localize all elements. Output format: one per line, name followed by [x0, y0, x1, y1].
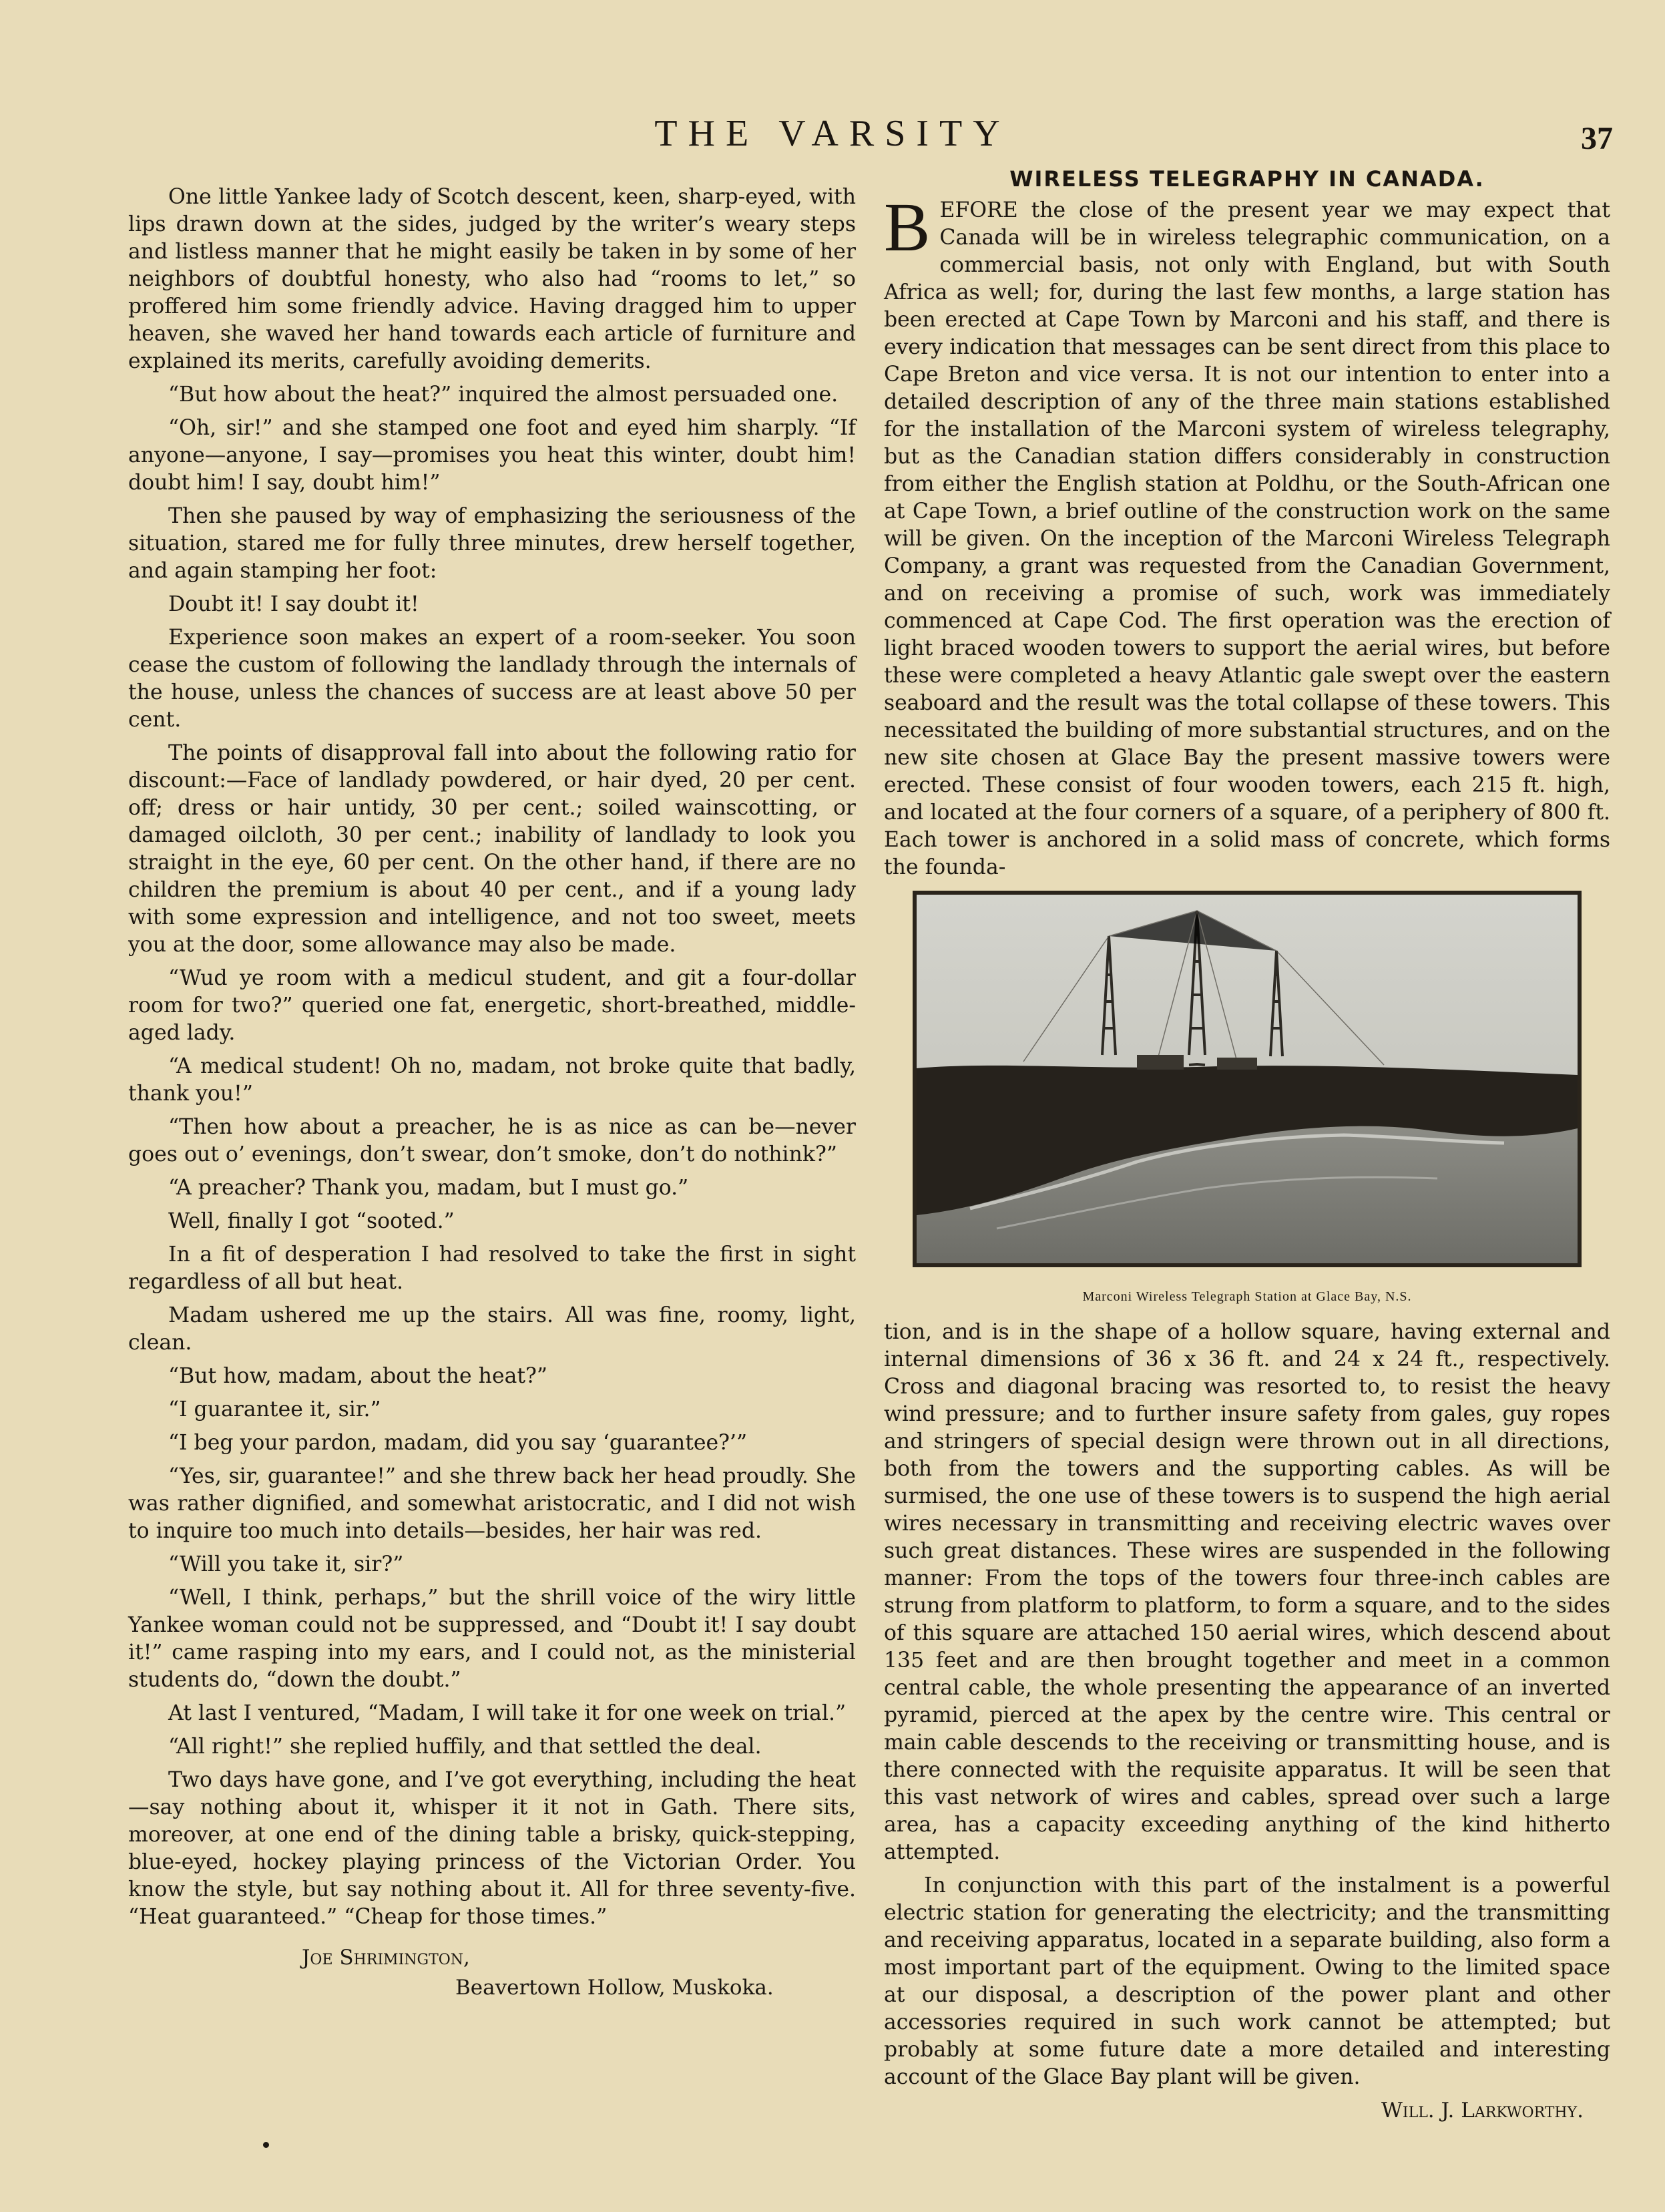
paragraph: tion, and is in the shape of a hollow square, having external and internal dimensions of 36 x 36 ft. and 24 x 24 ft., respectively. Cross and diagonal bracing was resorted to, to resist the heavy wind pressure; and to further insure safety from gales, guy ropes and stringers of special design were thrown out in all directions, both from the towers and the supporting cables. As will be surmised, the one use of these towers is to suspend the high aerial wires necessary in transmitting and receiving electric waves over such great distances. These wires are suspended in the following manner: From the tops of the towers four three-inch cables are strung from platform to platform, to form a square, and to the sides of this square are attached 150 aerial wires, which descend about 135 feet and are then brought together and meet in a common central cable, the whole presenting the appearance of an inverted pyramid, pierced at the apex by the centre wire. This central or main cable descends to the receiving or transmitting house, and is there connected with the requisite apparatus. It will be seen that this vast network of wires and cables, spread over such a large area, has a capacity exceeding anything of the kind hitherto attempted.	[884, 1320, 1610, 1864]
paragraph: Well, finally I got “sooted.”	[168, 1209, 455, 1233]
paragraph: The points of disapproval fall into about the following ratio for discount:—Face of landlady powdered, or hair dyed, 20 per cent. off; dress or hair untidy, 30 per cent.; soiled wainscotting, or damaged oilcloth, 30 per cent.; inability of landlady to look you straight in the eye, 60 per cent. On the other hand, if there are no children the premium is about 40 per cent., and if a young lady with some expression and intelligence, and not too sweet, meets you at the door, some allowance may also be made.	[128, 741, 856, 957]
paragraph: Two days have gone, and I’ve got everything, including the heat—say nothing about it, whisper it it not in Gath. There sits, moreover, at one end of the dining table a brisky, quick-stepping, blue-eyed, hockey playing princess of the Victorian Order. You know the style, but say nothing about it. All for three seventy-five. “Heat guaranteed.” “Cheap for those times.”	[128, 1768, 856, 1929]
station-photo-image	[917, 895, 1578, 1263]
left-column	[128, 184, 856, 2002]
lead-paragraph	[884, 189, 1610, 881]
paragraph: “But how, madam, about the heat?”	[168, 1364, 548, 1388]
paragraph: “A preacher? Thank you, madam, but I must go.”	[168, 1176, 689, 1200]
paragraph: “All right!” she replied huffily, and that settled the deal.	[168, 1735, 762, 1759]
paragraph: Then she paused by way of emphasizing the seriousness of the situation, stared me for fully three minutes, drew herself together, and again stamping her foot:	[128, 504, 856, 583]
author-location: Beavertown Hollow, Muskoka.	[455, 1976, 774, 2000]
paragraph: “Yes, sir, guarantee!” and she threw back her head proudly. She was rather dignified, and somewhat aristocratic, and I did not wish to inquire too much into details—besides, her hair was red.	[128, 1464, 856, 1543]
paragraph: “Oh, sir!” and she stamped one foot and eyed him sharply. “If anyone—anyone, I say—promises you heat this winter, doubt him! doubt him! I say, doubt him!”	[128, 416, 856, 495]
paragraph: “But how about the heat?” inquired the almost persuaded one.	[168, 383, 839, 407]
drop-cap: B	[884, 189, 931, 266]
paragraph: Doubt it! I say doubt it!	[168, 592, 419, 616]
station-photo-figure	[884, 891, 1610, 1311]
author-signature: Joe Shrimington,	[302, 1946, 470, 1970]
paragraph: “A medical student! Oh no, madam, not broke quite that badly, thank you!”	[128, 1054, 856, 1106]
paragraph: “Then how about a preacher, he is as nice as can be—never goes out o’ evenings, don’t swear, don’t smoke, don’t do nothink?”	[128, 1115, 856, 1166]
paragraph: “I guarantee it, sir.”	[168, 1397, 381, 1421]
masthead: THE VARSITY	[654, 113, 1011, 154]
ink-mark	[263, 2142, 269, 2148]
paragraph: In conjunction with this part of the instalment is a powerful electric station for generating the electricity; and the transmitting and receiving apparatus, located in a separate building, also form a most important part of the equipment. Owing to the limited space at our disposal, a description of the power plant and other accessories required in such work cannot be attempted; but probably at some future date a more detailed and interesting account of the Glace Bay plant will be given.	[884, 1873, 1610, 2089]
paragraph: At last I ventured, “Madam, I will take it for one week on trial.”	[168, 1701, 847, 1725]
paragraph: One little Yankee lady of Scotch descent, keen, sharp-eyed, with lips drawn down at the sides, judged by the writer’s weary steps and listless manner that he might easily be taken in by some of her neighbors of doubtful honesty, who also had “rooms to let,” so proffered him some friendly advice. Having dragged him to upper heaven, she waved her hand towards each article of furniture and explained its merits, carefully avoiding demerits.	[128, 185, 856, 373]
paragraph: In a fit of desperation I had resolved to take the first in sight regardless of all but heat.	[128, 1243, 856, 1294]
paragraph: “Well, I think, perhaps,” but the shrill voice of the wiry little Yankee woman could not be suppressed, and “Doubt it! I say doubt it!” came rasping into my ears, and I could not, as the ministerial students do, “down the doubt.”	[128, 1586, 856, 1692]
page-number: 37	[1581, 121, 1613, 156]
article-title: WIRELESS TELEGRAPHY IN CANADA.	[1009, 166, 1485, 192]
paragraph: Madam ushered me up the stairs. All was fine, roomy, light, clean.	[128, 1303, 856, 1355]
paragraph: “Wud ye room with a medicul student, and git a four-dollar room for two?” queried one fat, energetic, short-breathed, middle-aged lady.	[128, 966, 856, 1045]
paragraph: “Will you take it, sir?”	[168, 1552, 404, 1576]
station-photo	[913, 891, 1582, 1267]
paragraph: Experience soon makes an expert of a room-seeker. You soon cease the custom of following the landlady through the internals of the house, unless the chances of success are at least above 50 per cent.	[128, 626, 856, 732]
right-column	[884, 166, 1610, 2125]
lead-paragraph-text: EFORE the close of the present year we may expect that Canada will be in wireless telegraphic communication, on a commercial basis, not only with England, but with South Africa as well; for, during the last few months, a large station has been erected at Cape Town by Marconi and his staff, and there is every indication that messages can be sent direct from this place to Cape Breton and vice versa. It is not our intention to enter into a detailed description of any of the three main stations established for the installation of the Marconi system of wireless telegraphy, but as the Canadian station differs considerably in construction from either the English station at Poldhu, or the South-African one at Cape Town, a brief outline of the construction work on the same will be given. On the inception of the Marconi Wireless Telegraph Company, a grant was requested from the Canadian Government, and on receiving a promise of such, work was immediately commenced at Cape Cod. The first operation was the erection of light braced wooden towers to support the aerial wires, but before these were completed a heavy Atlantic gale swept over the eastern seaboard and the result was the total collapse of these towers. This necessitated the building of more substantial structures, and on the new site chosen at Glace Bay the present massive towers were erected. These consist of four wooden towers, each 215 ft. high, and located at the four corners of a square, of a periphery of 800 ft. Each tower is anchored in a solid mass of concrete, which forms the founda-	[884, 198, 1610, 879]
paragraph: “I beg your pardon, madam, did you say ‘guarantee?’”	[168, 1431, 748, 1455]
author-signature: Will. J. Larkworthy.	[1381, 2098, 1584, 2123]
photo-caption: Marconi Wireless Telegraph Station at Glace Bay, N.S.	[1082, 1289, 1412, 1304]
